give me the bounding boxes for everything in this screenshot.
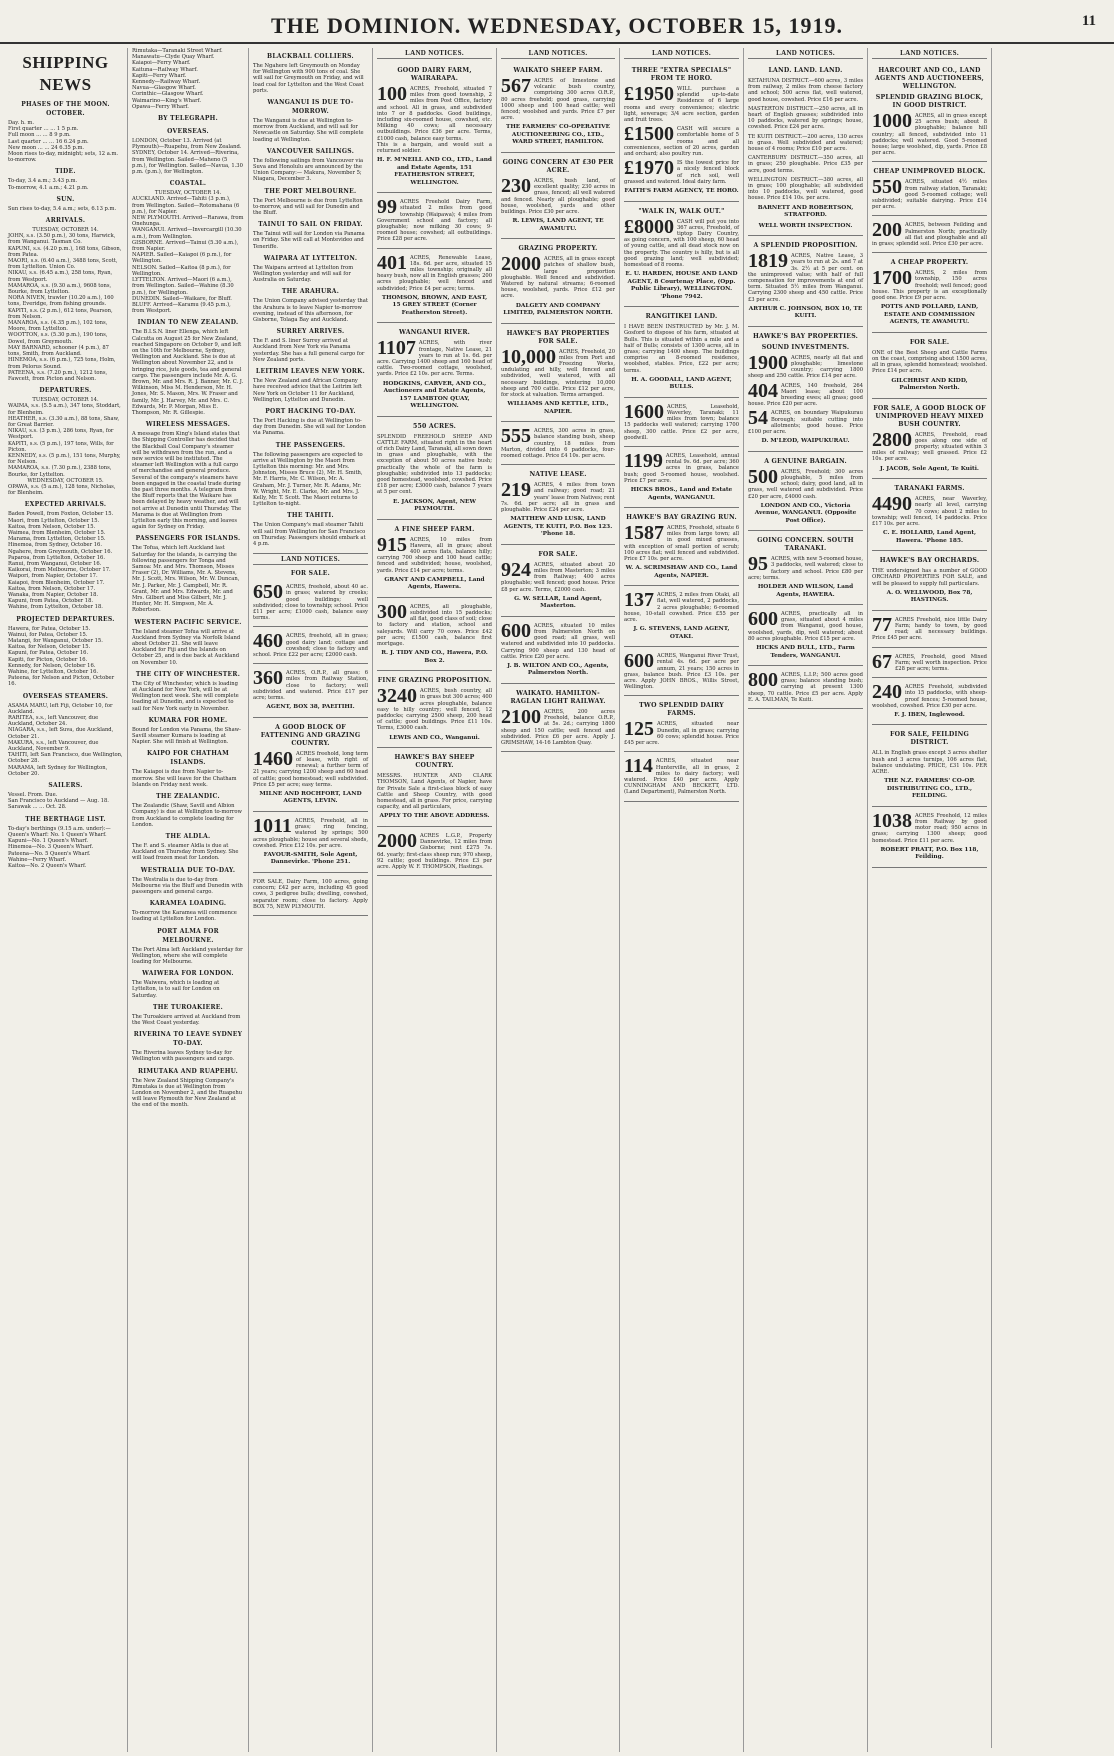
land-ad: FOR SALE, FEILDING DISTRICT. ALL in English grass except 3 acres shelter bush and 3 acres turnips, 106 acres flat, balance undulating. PRICE, £31 10s. PER ACRE. THE N.Z. FARMERS' CO-OP. DISTRIBUTING CO., LTD., FEILDING. [872, 727, 987, 806]
article-text: The Zealandic (Shaw, Savill and Albion Company) is due at Wellington to-morrow from Auckland to complete loading for London. [132, 803, 242, 828]
land-ad: FOR SALE, Dairy Farm, 100 acres, going concern; £42 per acre, including 45 good cows, 3 pedigree bulls; dwelling, cowshed, separator room; close to factory. Apply BOX 75, NEW PLYMOUTH. [253, 875, 368, 916]
land-ad: TWO SPLENDID DAIRY FARMS. 125 ACRES, situated near Dunedin, all in grass; carrying 60 cows; splendid house. Price £45 per acre. [624, 698, 739, 752]
land-ad: GOING CONCERN. SOUTH TARANAKI. 95 ACRES, with new 5-roomed house, 3 paddocks, well watered; close to factory and school. Price £80 per acre; terms. HOLDER AND WILSON, Land Agents, HAWERA. [748, 533, 863, 605]
land-ad: 555 ACRES, 300 acres in grass, balance standing bush, sheep country, 18 miles from Marton, divided into 6 paddocks, four-roomed cottage. Price £4 10s. per acre. [501, 424, 615, 465]
zealandic-heading: THE ZEALANDIC. [156, 793, 220, 801]
land-ad: 240 ACRES Freehold, subdivided into 15 paddocks, with sheep-proof fences; 5-roomed house, woolshed, cowshed. Price £30 per acre. F. J. IBEN, Inglewood. [872, 680, 987, 725]
masthead [0, 0, 1114, 44]
berthage-list: To-day's berthings (9.15 a.m. under):— Queen's Wharf: No. 1 Queen's Wharf. Kapuni—No. 1 Queen's Wharf. Hinemoa—No. 3 Queen's Wharf. Pateena—No. 5 Queen's Wharf. Wahine—Ferry Wharf. Kaitoa—No. 2 Queen's Wharf. [8, 825, 111, 869]
column-shipping-2 [128, 48, 249, 1752]
column-6 [620, 48, 744, 1752]
land-ad: 360 ACRES, O.R.P., all grass; 6 miles from Railway Station, close to factory; well subdivided and watered. Price £17 per acre; terms. AGENT, BOX 38, PAEITIHI. [253, 666, 368, 718]
overseas-tel-heading: OVERSEAS. [167, 128, 209, 136]
tainui-heading: TAINUI TO SAIL ON FRIDAY. [258, 221, 363, 229]
land-ad: FOR SALE. ONE of the Best Sheep and Cattle Farms on the coast, comprising about 1500 acres, all in grass, splendid homestead; woolshed. Price £14 per acre. GILCHRIST AND KIDD, Palmerston North. [872, 335, 987, 399]
land-ad: 300 ACRES, all ploughable, subdivided into 15 paddocks; all flat, good class of soil; close to factory and station, school and saleyards. Will carry 70 cows. Price £42 per acre; £1500 cash, balance first mortgage. R. J. TIDY AND CO., Hawera, P.O. Box 2. [377, 600, 492, 671]
land-ad: A SPLENDID PROPOSITION. 1819 ACRES, Native Lease, 3 years to run at 2s. and 7 at 3s. 2½ at 5 per cent. on the unimproved value; with half of full compensation for improvements at end of term. Situated 5½ miles from Wanganui. Carrying 2300 sheep and 450 cattle. Price £3 per acre. ARTHUR C. JOHNSON, BOX 10, TE KUITI. [748, 238, 863, 327]
karamea-heading: KARAMEA LOADING. [149, 900, 227, 908]
arahura-heading: THE ARAHURA. [281, 288, 340, 296]
article-text: The Tainui will sail for London via Panama on Friday. She will call at Montevideo and Teneriffe. [253, 231, 365, 250]
berths-list: Rimutaka—Taranaki Street Wharf. Manawatu—Clyde Quay Wharf. Kaiapoi—Ferry Wharf. Kaituna—Railway Wharf. Kapiti—Ferry Wharf. Kennedy—Railway Wharf. Navua—Glasgow Wharf. Corinthic—Glasgow Wharf. Waimarino—King's Wharf. Opawa—Ferry Wharf. [132, 48, 223, 110]
article-text: The Union Company's mail steamer Tahiti will sail from Wellington for San Francisco on Thursday. Passengers should embark at 4 p.m. [253, 522, 366, 547]
land-ad: 1199 ACRES, Leasehold, annual rental 9s. 6d. per acre; 360 acres in grass, balance bush; good 5-roomed house, woolshed. Price £7 per acre. HICKS BROS., Land and Estate Agents, WANGANUI. [624, 449, 739, 508]
column-4 [373, 48, 497, 1752]
land-ad: 401 ACRES, Renewable Lease, 18s. 6d. per acre, situated 15 miles township; originally all heavy bush, now all in English grasses; 200 acres ploughable; well fenced and subdivided; Price £4 per acre; terms. THOMSON, BROWN, AND EAST, 15 GREY STREET (Corner Featherston Street). [377, 251, 492, 324]
coastal-list: TUESDAY, OCTOBER 14. AUCKLAND. Arrived—Tahiti (3 p.m.), from Wellington. Sailed—Rotomahana (6 p.m.), for Napier. NEW PLYMOUTH. Arrived—Rarawa, from Onehunga. WANGANUI. Arrived—Invercargill (10.30 a.m.), from Wellington. GISBORNE. Arrived—Tainui (5.30 a.m.), from Napier. NAPIER. Sailed—Kaiapoi (6 p.m.), for Wellington. NELSON. Sailed—Kaitoa (8 p.m.), for Wellington. LYTTELTON. Arrived—Maori (6 a.m.), from Wellington. Sailed—Wahine (8.30 p.m.), for Wellington. DUNEDIN. Sailed—Waikare, for Bluff. BLUFF. Arrived—Karamu (9.45 p.m.), from Westport. [132, 190, 244, 315]
column-8-inner [872, 48, 992, 1748]
arrivals-heading: ARRIVALS. [45, 217, 86, 225]
land-notices-heading: LAND NOTICES. [501, 48, 615, 59]
land-ad: HAWKE'S BAY SHEEP COUNTRY. MESSRS. HUNTER AND CLARK THOMSON, Land Agents, of Napier, have for Private Sale a first-class block of easy Cattle and Sheep Country, with good homestead, all in grass. For price, carrying capacity, and all particulars, APPLY TO THE ABOVE ADDRESS. [377, 750, 492, 827]
article-text: The B.I.S.N. liner Ellenga, which left Calcutta on August 25 for New Zealand, reached Singapore on October 9, and left on the 10th for Melbourne, Sydney, Wellington and Auckland. She is due at Wellington about November 22, and is bringing rice, jute goods, tea and general cargo. The passengers include Mr. A. G. Brown, Mr. and Mrs. R. J. Banner, Mr. C. J. Wilkinson, Miss M. Henderson, Mr. H. Jones, Mr. S. Mason, Mrs. W. Fraser and family, Mr. J. Harvey, Mr. and Mrs. C. Edwards, Mr. P. Morgan, Miss E. Thompson, Mr. R. Gillespie. [132, 329, 244, 416]
vancouver-heading: VANCOUVER SAILINGS. [266, 147, 355, 155]
land-ad: GRAZING PROPERTY. 2000 ACRES, all in grass except patches of shallow bush, large proportion ploughable. Well fenced and subdivided. Watered by natural streams; 6-roomed house, woolshed, yards. Price £12 per acre. DALGETY AND COMPANY LIMITED, PALMERSTON NORTH. [501, 241, 615, 323]
overseas-heading: OVERSEAS STEAMERS. [22, 692, 109, 700]
waipara-heading: WAIPARA AT LYTTELTON. [263, 254, 358, 262]
sun-heading: SUN. [56, 195, 75, 203]
article-text: The New Zealand Shipping Company's Rimutaka is due at Wellington from London on November 2, and the Ruapehu will leave Plymouth for New Zealand at the end of the month. [132, 1077, 243, 1109]
overseas-list: ASAMA MARU, left Fiji, October 10, for Auckland. RARITEA, s.s., left Vancouver, due Auckland, October 24. NIAGARA, s.s., left Suva, due Auckland, October 21. MAKURA, s.s., left Vancouver, due Auckland, November 9. TAHITI, left San Francisco, due Wellington, October 28. MARAMA, left Sydney for Wellington, October 20. [8, 702, 123, 777]
article-text: The Riverina leaves Sydney to-day for Wellington with passengers and cargo. [132, 1050, 235, 1063]
land-ad: 600 ACRES, practically all in grass, situated about 4 miles from Wanganui, good house, woolshed, yards, dip, well watered; about 80 acres ploughable. Price £15 per acre. HICKS AND BULL, LTD., Farm Tenders, WANGANUI. [748, 607, 863, 666]
hacking-heading: PORT HACKING TO-DAY. [265, 407, 356, 415]
surrey-heading: SURREY ARRIVES. [276, 328, 345, 336]
article-text: The City of Winchester, which is loading at Auckland for New York, will be at Wellington next week. She will complete loading at Dunedin, and is expected to sail for New York early in November. [132, 680, 239, 712]
land-ad: 1011 ACRES, Freehold, all in grass; ring fencing, watered by springs; 500 acres ploughable; house and several sheds, cowshed. Price £12 10s. per acre. FAVOUR-SMITH, Sole Agent, Dannevirke. 'Phone 251. [253, 814, 368, 873]
land-ad: TARANAKI FARMS. 4490 ACRES, near Waverley, nearly all level, carrying 70 cows; about 2 miles to township; well fenced, 14 paddocks. Price £17 10s. per acre. C. E. HOLLARD, Land Agent, Hawera. 'Phone 185. [872, 481, 987, 551]
land-ad: A GENUINE BARGAIN. 500 ACRES, Freehold; 300 acres ploughable, 5 miles from school; dairy, good land, all in grass, well watered and subdivided. Price £20 per acre, £4000 cash. LONDON AND CO., Victoria Avenue, WANGANUI. (Opposite Post Office). [748, 454, 863, 532]
article-text: To-morrow the Karamea will commence loading at Lyttelton for London. [132, 910, 237, 923]
land-notices-heading: LAND NOTICES. [253, 553, 368, 565]
article-text: The following sailings from Vancouver via Suva and Honolulu are announced by the Union Company:— Makura, November 5; Niagara, December 3. [253, 157, 364, 183]
land-ad: HARCOURT AND CO., LAND AGENTS AND AUCTIONEERS, WELLINGTON. SPLENDID GRAZING BLOCK, IN GOOD DISTRICT. 1000 ACRES, all in grass except 25 acres bush; about 8 ploughable; balance hill country; all fenced, subdivided into 11 paddocks; well watered. Good 5-roomed house; large woolshed, dip, yards. Price £8 per acre. [872, 63, 987, 162]
article-text: The Port Alma left Auckland yesterday for Wellington, where she will complete loading for Melbourne. [132, 946, 243, 965]
moon-list: Day. h. m. First quarter ... ... 1 5 p.m. Full moon ... ... 8 9 p.m. Last quarter ... ... 16 6.24 p.m. New moon ... ... 24 6.35 p.m. Moon rises to-day, midnight; sets, 12 a.m. to-morrow. [8, 120, 119, 164]
land-ad: 77 ACRES Freehold, nice little Dairy Farm; handy to town, by good road; all necessary buildings. Price £45 per acre. [872, 613, 987, 648]
land-notices-heading: LAND NOTICES. [377, 48, 492, 59]
waiwera-heading: WAIWERA FOR LONDON. [142, 970, 234, 978]
land-ad: GOING CONCERN AT £30 PER ACRE. 230 ACRES, bush land, of excellent quality; 230 acres in grass, fenced; all well watered and fenced. Nearly all ploughable; good house, woolshed, yards and other buildings. Price £30 per acre. R. LEWIS, LAND AGENT, TE AWAMUTU. [501, 155, 615, 239]
article-text: The F. and S. steamer Aldla is due at Auckland on Thursday from Sydney. She will load frozen meat for London. [132, 842, 239, 862]
city-heading: THE CITY OF WINCHESTER. [135, 670, 241, 678]
sailers-line: Sarawak ... ... Oct. 28. [8, 804, 67, 811]
land-ad: FINE GRAZING PROPOSITION. 3240 ACRES, bush country, all in grass but 300 acres; 400 acres ploughable, balance easy to hilly country; well fenced, 12 paddocks; carrying 2500 sheep, 200 head of cattle; good buildings. Price £11 10s. Terms, £3000 cash. LEWIS AND CO., Wanganui. [377, 673, 492, 748]
projected-heading: PROJECTED DEPARTURES. [16, 615, 115, 623]
wanganui-heading: WANGANUI IS DUE TO-MORROW. [267, 99, 354, 116]
expected-heading: EXPECTED ARRIVALS. [24, 501, 107, 509]
rimutaka-heading: RIMUTAKA AND RUAPEHU. [137, 1067, 239, 1075]
tide-heading: TIDE. [55, 168, 76, 176]
departures-heading: DEPARTURES. [39, 387, 92, 395]
land-ad: 1600 ACRES, Leasehold, Waverley, Taranaki; 11 miles from town; balance 15 paddocks well watered; carrying 1700 sheep, 300 cattle. Price £2 per acre, goodwill. [624, 400, 739, 447]
land-ad: FOR SALE. 924 ACRES, situated about 20 miles from Masterton; 3 miles from Railway; 400 acres ploughable; well fenced; good house. Price £8 per acre. Terms, £2000 cash. G. W. SELLAR, Land Agent, Masterton. [501, 547, 615, 617]
blackball-heading: BLACKBALL COLLIERS. [267, 53, 354, 60]
article-text: The Turoakiere arrived at Auckland from the West Coast yesterday. [132, 1013, 241, 1026]
port-heading: PORT ALMA FOR MELBOURNE. [157, 927, 219, 944]
article-text: The following passengers are expected to arrive at Wellington by the Maori from Lyttelton this morning: Mr. and Mrs. Johnston, Misses Bruce (2), Mr. H. Smith, Mr. F. Harris, Mr. C. Wilson, Mr. A. Graham, Mr. J. Turner, Mr. R. Adams, Mr. W. Wright, Mr. E. Clarke, Mr. and Mrs. J. Kelly, Mr. T. Scott. The Maori returns to Lyttelton to-night. [253, 451, 363, 508]
article-text: The Waipara arrived at Lyttelton from Wellington yesterday and will sail for Australia on Saturday. [253, 264, 354, 284]
kumara-heading: KUMARA FOR HOME. [148, 716, 228, 724]
land-ad: 114 ACRES, situated near Hunterville, all in grass, 2 miles to dairy factory; well watered. Price £40 per acre. Apply CUNNINGHAM AND BECKETT, LTD. (Land Department), Palmerston North. [624, 754, 739, 801]
land-ad: 67 ACRES, Freehold, good Mixed Farm; well worth inspection. Price £28 per acre; terms. [872, 650, 987, 679]
land-ad: WAIKATO. HAMILTON-RAGLAN LIGHT RAILWAY. 2100 ACRES, 200 acres Freehold, balance O.R.P., at 5s. 2d.; carrying 1800 sheep and 150 cattle; well fenced and subdivided. Price £6 per acre. Apply J. GRIMSHAW, 14-16 Lambton Quay. [501, 686, 615, 752]
land-ad: A CHEAP PROPERTY. 1700 ACRES, 2 miles from township, 150 acres freehold; well fenced; good house. This property is an exceptionally good one. Price £9 per acre. POTTS AND POLLARD, LAND, ESTATE AND COMMISSION AGENTS, TE AWAMUTU. [872, 255, 987, 333]
article-text: The New Zealand and African Company have received advice that the Leitrim left New York on October 11 for Auckland, Wellington, Lyttelton and Dunedin. [253, 378, 362, 403]
article-text: A message from King's Island states that the Shipping Controller has decided that the Blackball Coal Company's steamer will be withdrawn from the run, and a new service will be instituted. The steamer left Wellington with a full cargo of merchandise and general produce. Several of the company's steamers have been engaged in the coastal trade during the past three months. A telegram from the Bluff reports that the Waikare has been delayed by heavy weather, and will not arrive at Dunedin until Thursday. The Marama is due at Wellington from Lyttelton early this morning, and leaves again for Sydney on Friday. [132, 431, 242, 531]
article-text: LONDON, October 13. Arrived (at Plymouth)—Ruapehu, from New Zealand. [132, 138, 242, 151]
land-ad: 1038 ACRES Freehold, 12 miles from Railway by good motor road; 950 acres in grass; carrying 1300 sheep; good homestead. Price £11 per acre. ROBERT PRATT, P.O. Box 118, Feilding. [872, 809, 987, 868]
india-heading: INDIAN TO NEW ZEALAND. [137, 319, 239, 327]
land-ad: RANGITIKEI LAND. I HAVE BEEN INSTRUCTED by Mr. J. M. Gosford to dispose of his farm, situated at Bulls. This is situated within a mile and a half of Bulls; consists of 1300 acres, all in grass; carrying 1400 sheep. The buildings comprise an 8-roomed residence, woolshed, stables. Price, £22 per acre; terms. H. A. GOODALL, LAND AGENT, BULLS. [624, 309, 739, 398]
land-ad: 800 ACRES, L.I.P.; 500 acres good grass; balance standing bush; carrying at present 1300 sheep, 70 cattle. Price £5 per acre. Apply E. A. TAILMAN, Te Kuiti. [748, 668, 863, 709]
land-ad: A GOOD BLOCK OF FATTENING AND GRAZING COUNTRY. 1460 ACRES freehold, long term of lease, with right of renewal; a further term of 21 years; carrying 1200 sheep and 60 head of cattle; good homestead; well subdivided. Price £5 per acre; easy terms. MILNE AND ROCHFORT, LAND AGENTS, LEVIN. [253, 720, 368, 812]
land-ad: LAND. LAND. LAND. KETAHUNA DISTRICT.—600 acres, 3 miles from railway, 2 miles from cheese factory and school; 500 acres flat, well watered, good house, cowshed. Price £16 per acre. MASTERTON DISTRICT.—250 acres, all in heart of English grasses; subdivided into 10 paddocks, watered by springs; house, cowshed. Price £24 per acre. TE KUITI DISTRICT.—200 acres, 130 acres in grass. Well subdivided and watered; house of 4 rooms; Price £10 per acre. CANTERBURY DISTRICT.—350 acres, all in grass; 250 ploughable. Price £35 per acre, good terms. WELLINGTON DISTRICT.—380 acres, all in grass; 100 ploughable; all subdivided into 10 paddocks, well watered, good house. Price £14 10s. per acre. BARNETT AND ROBERTSON, STRATFORD. WELL WORTH INSPECTION. [748, 63, 863, 236]
tide-line: To-morrow, 4.1 a.m.; 4.21 p.m. [8, 184, 89, 191]
tahiti-heading: THE TAHITI. [287, 512, 334, 520]
masthead-title: THE DOMINION. WEDNESDAY, OCTOBER 15, 1919. [271, 13, 843, 38]
arrivals-list: TUESDAY, OCTOBER 14. JOHN, s.s. (3.50 p.m.), 30 tons, Harwick, from Wanganui. Tasman Co. KAPUNI, s.s. (4.20 p.m.), 168 tons, Gibson, from Patea. MAORI, s.s. (6.40 a.m.), 3488 tons, Scott, from Lyttelton. Union Co. NIKAU, s.s. (6.45 a.m.), 258 tons, Ryan, from Westport. MAMAROA, s.s. (9.30 a.m.), 9608 tons, Bourke, from Lyttelton. NORA NIVEN, trawler (10.20 a.m.), 160 tons, Everidge, from fishing grounds. KAPITI, s.s. (2 p.m.), 612 tons, Pearson, from Nelson. MANAROA, s.s. (4.35 p.m.), 102 tons, Moore, from Lyttelton. WOOTTON, s.s. (5.30 p.m.), 190 tons, Dowel, from Greymouth. MAY BARNARD, schooner (4 p.m.), 87 tons, Smith, from Auckland. HINEMOA, s.s. (6 p.m.), 725 tons, Holm, from Pelorus Sound. PATEENA, s.s. (7.20 p.m.), 1212 tons, Fawcett, from Picton and Nelson. [8, 227, 122, 382]
article-text: The Port Hacking is due at Wellington to-day from Dunedin. She will sail for London via Panama. [253, 417, 366, 437]
column-3 [249, 48, 373, 1752]
land-ad: HAWKE'S BAY GRAZING RUN. 1587 ACRES, Freehold, situate 6 miles from large town; all in good mixed grasses, with exception of small portion of scrub; 100 acres flat; well fenced and subdivided. Price £7 10s. per acre. W. A. SCRIMSHAW AND CO., Land Agents, NAPIER. [624, 510, 739, 586]
tide-line: To-day, 3.4 a.m.; 3.43 p.m. [8, 178, 78, 185]
article-text: The Port Melbourne is due from Lyttelton to-morrow, and will sail for Dunedin and the Bluff. [253, 197, 363, 217]
article-text: Bound for London via Panama, the Shaw-Savill steamer Kumara is loading at Napier. She will finish at Wellington. [132, 726, 241, 746]
land-ad: GOOD DAIRY FARM, WAIRARAPA. 100 ACRES, Freehold, situated 7 miles from good township, 2 miles from Post Office, factory and school. All in grass, and subdivided into 7 or 8 paddocks. Good buildings, including six-roomed house, cowshed, etc. Milking 40 cows; all necessary outbuildings. Price £36 per acre. Terms, £1000 cash, balance easy terms. This is a bargain, and would suit a returned soldier. H. F. M'NEILL AND CO., LTD., Land and Estate Agents, 151 FEATHERSTON STREET, WELLINGTON. [377, 63, 492, 193]
moon-heading: PHASES OF THE MOON. OCTOBER. [21, 101, 110, 117]
sailers-heading: SAILERS. [48, 782, 83, 790]
article-text: The Westralia is due to-day from Melbourne via the Bluff and Dunedin with passengers and general cargo. [132, 876, 243, 895]
article-text: The Union Company advised yesterday that the Arahura is to leave Napier to-morrow evening, instead of this afternoon, for Gisborne, Tolaga Bay and Auckland. [253, 298, 368, 324]
land-ad: WAIKATO SHEEP FARM. 567 ACRES of limestone and volcanic bush country, comprising 300 acres O.R.P., 80 acres freehold; good grass, carrying 1000 sheep and 100 head cattle; well fenced; woolshed and yards. Price £7 per acre. THE FARMERS' CO-OPERATIVE AUCTIONEERING CO., LTD., WARD STREET, HAMILTON. [501, 63, 615, 153]
land-ad: 650 ACRES, freehold, about 40 ac. in grass; watered by creeks; good buildings; well subdivided; close to township; school. Price £11 per acre; £1000 cash, balance easy terms. [253, 580, 368, 627]
for-sale-heading: FOR SALE. [290, 570, 331, 578]
aldla-heading: THE ALDLA. [165, 832, 211, 840]
pass-heading: PASSENGERS FOR ISLANDS. [135, 535, 241, 543]
article-text: The Ngahere left Greymouth on Monday for Wellington with 900 tons of coal. She will sail for Greymouth on Friday, and will load coal for Lyttelton and the West Coast ports. [253, 63, 364, 94]
article-text: The Kaiapoi is due from Napier to-morrow. She will leave for the Chatham Islands on Friday next week. [132, 769, 237, 788]
land-ad: HAWKE'S BAY PROPERTIES. SOUND INVESTMENTS. 1900 ACRES, nearly all flat and ploughable; limestone country; carrying 1800 sheep and 250 cattle. Price £14 per acre. 404 ACRES, 140 freehold, 264 Maori lease; about 100 breeding ewes; all grass; good house. Price £20 per acre. 54 ACRES, on boundary Waipukurau Borough; suitable cutting into allotments; good house. Price £100 per acre. D. M'LEOD, WAIPUKURAU. [748, 329, 863, 452]
berthage-heading: THE BERTHAGE LIST. [25, 815, 106, 823]
land-ad: 600 ACRES, Wanganui River Trust, rental 4s. 6d. per acre per annum, 21 years; 150 acres in grass, balance bush. Price £3 10s. per acre. Apply JOHN BROS., Willis Street, Wellington. [624, 649, 739, 696]
column-5 [497, 48, 620, 1752]
land-ad: "WALK IN, WALK OUT." £8000 CASH will put you into 367 acres, Freehold, of tiptop Dairy Country, as going concern, with 100 sheep, 60 head of young cattle, and all dead stock now on the property. The country is hilly, but is all good grazing land; well subdivided; homestead of 8 rooms. E. U. HARDEN, HOUSE AND LAND AGENT, 8 Courtenay Place, (Opp. Public Library), WELLINGTON. 'Phone 7942. [624, 204, 739, 308]
column-shipping-news [4, 48, 128, 1752]
sailers-line: Vessel. From. Due. [8, 792, 58, 799]
expected-list: Baden Powell, from Foxton, October 15. Maori, from Lyttelton, October 15. Kaitoa, from Nelson, October 15. Waimea, from Blenheim, October 15. Marama, from Lyttelton, October 15. Hinemoa, from Sydney, October 16. Ngahere, from Greymouth, October 16. Paparoa, from Lyttelton, October 16. Ranui, from Wanganui, October 16. Kaikorai, from Melbourne, October 17. Waipori, from Napier, October 17. Kaiapoi, from Blenheim, October 17. Kaitoa, from Nelson, October 17. Wanaka, from Napier, October 18. Kapuni, from Patea, October 18. Wahine, from Lyttelton, October 18. [8, 511, 114, 611]
westralia-heading: WESTRALIA DUE TO-DAY. [140, 866, 236, 874]
land-ad: 200 ACRES, between Feilding and Palmerston North; practically all flat and ploughable and all in grass; splendid soil. Price £30 per acre. [872, 218, 987, 253]
land-ad: 99 ACRES Freehold Dairy Farm, situated 2 miles from good township (Waipawa); 4 miles from Government school and factory; all ploughable; now milking 30 cows; 9-roomed house; cowshed; all outbuildings. Price £28 per acre. [377, 195, 492, 248]
page-number: 11 [1081, 13, 1096, 29]
land-ad: 550 ACRES. SPLENDID FREEHOLD SHEEP AND CATTLE FARM, situated right in the heart of rich Dairy Land, Taranaki, all sown down in grass and ploughable, with the exception of about 50 acres native bush; practically the whole of the farm is ploughable; subdivided into 13 paddocks; good homestead, woolshed, cowshed. Price £18 per acre; £3000 cash, balance 7 years at 5 per cent. E. JACKSON, Agent, NEW PLYMOUTH. [377, 419, 492, 520]
riverina-heading: RIVERINA TO LEAVE SYDNEY TO-DAY. [133, 1031, 243, 1048]
departures-list: TUESDAY, OCTOBER 14. WAIMA, s.s. (5.5 a.m.), 347 tons, Stoddart, for Blenheim. HEATHER, s.s. (3.30 a.m.), 88 tons, Shaw, for Great Barrier. NIKAU, s.s. (3 p.m.), 286 tons, Ryan, for Westport. KAPITI, s.s. (5 p.m.), 197 tons, Wills, for Picton. KENNEDY, s.s. (5 p.m.), 151 tons, Murphy, for Nelson. MAMAROA, s.s. (7.30 p.m.), 2388 tons, Bourke, for Lyttelton. WEDNESDAY, OCTOBER 15. OPAWA, s.s. (5 a.m.), 128 tons, Nicholas, for Blenheim. [8, 397, 121, 497]
land-notices-heading: LAND NOTICES. [748, 48, 863, 59]
land-notices-heading: LAND NOTICES. [872, 48, 987, 59]
article-text: The Island steamer Tofua will arrive at Auckland from Sydney via Norfolk Island about October 21. She will leave Auckland for Fiji and the Islands on October 25, and is due back at Auckland on November 10. [132, 628, 241, 666]
shipping-news-title: SHIPPING NEWS [22, 53, 109, 94]
land-notices-heading: LAND NOTICES. [624, 48, 739, 59]
telegraph-heading: BY TELEGRAPH. [157, 115, 219, 123]
cable-heading: WIRELESS MESSAGES. [145, 421, 231, 429]
article-text: SYDNEY, October 14. Arrived—Riverina, from Wellington. Sailed—Maheno (5 p.m.), for Wellington. Sailed—Navua, 1.30 p.m. (p.m.), for Wellington. [132, 150, 243, 176]
land-ad: 600 ACRES, situated 10 miles from Palmerston North on good road; all grass, well watered and subdivided into 10 paddocks. Carrying 900 sheep and 130 head of cattle. Price £20 per acre. J. B. WILTON AND CO., Agents, Palmerston North. [501, 619, 615, 684]
land-ad: WANGANUI RIVER. 1107 ACRES, with river frontage, Native Lease, 21 years to run at 1s. 6d. per acre. Carrying 1400 sheep and 160 head of cattle. Two-roomed cottage, woolshed, yards. Price £2 10s. per acre. Terms. HODGKINS, CARVER, AND CO., Auctioneers and Estate Agents, 157 LAMBTON QUAY, WELLINGTON. [377, 325, 492, 416]
column-8 [868, 48, 1110, 1752]
article-text: The Tofua, which left Auckland last Saturday for the islands, is carrying the following passengers for Tonga and Samoa: Mr. and Mrs. Thomson, Misses Fraser (2), Dr. Williams, Mr. A. Stevens, Mr. J. Scott, Mrs. Wilson, Mr. W. Duncan, Mr. J. Parker, Mr. J. Campbell, Mr. R. Grant, Mr. and Mrs. Edwards, Mr. and Mrs. Gilbert and Miss Gilbert, Mr. J. Hunter, Mr. H. Simpson, Mr. A. Robertson. [132, 545, 240, 614]
article-text: The Waiwera, which is loading at Lyttelton, is to sail for London on Saturday. [132, 980, 220, 999]
land-ad: 2000 ACRES L.G.P., Property Dannevirke, 12 miles from Gisborne; rent £275 7s. 6d. yearly; first-class sheep run; 970 sheep, 92 cattle; good buildings. Price £3 per acre. Apply W. F. THOMPSON, Hastings. [377, 829, 492, 876]
land-ad: CHEAP UNIMPROVED BLOCK. 550 ACRES, situated 4½ miles from railway station, Taranaki; good 5-roomed cottage; well subdivided; suitable dairying. Price £14 per acre. [872, 164, 987, 216]
article-text: The Wanganui is due at Wellington to-morrow from Auckland, and will sail for Newcastle on Saturday. She will complete loading at Wellington. [253, 118, 364, 143]
sailers-line: San Francisco to Auckland — Aug. 18. [8, 798, 109, 805]
land-ad: A FINE SHEEP FARM. 915 ACRES, 10 miles from Hawera, all in grass; about 400 acres flats, balance hilly; carrying 700 sheep and 100 head cattle; fenced and subdivided; house, woolshed, yards. Price £14 per acre; terms. GRANT AND CAMPBELL, Land Agents, Hawera. [377, 522, 492, 598]
sun-line: Sun rises to-day, 5.4 a.m.; sets, 6.13 p.m. [8, 205, 117, 212]
land-ad: HAWKE'S BAY PROPERTIES FOR SALE. 10,000 ACRES, Freehold, 20 miles from Port and Freezing Works, undulating and hilly, well fenced and subdivided, well watered, with all necessary buildings, wintering 10,000 sheep and 700 cattle. Price £12 per acre, for stock at valuation. Terms arranged. WILLIAMS AND KETTLE, LTD., NAPIER. [501, 326, 615, 423]
land-ad: 137 ACRES, 2 miles from Otaki, all flat, well watered, 2 paddocks, 2 acres ploughable; 6-roomed house, 10-stall cowshed. Price £55 per acre. J. G. STEVENS, LAND AGENT, OTAKI. [624, 588, 739, 647]
coastal-heading: COASTAL. [169, 180, 207, 188]
pacific-heading: WESTERN PACIFIC SERVICE. [134, 618, 242, 626]
passengers-heading: THE PASSENGERS. [275, 441, 346, 449]
land-ad: THREE "EXTRA SPECIALS" FROM TE HORO. £1950 WILL purchase a splendid up-to-date Residence of 6 large rooms and every convenience; electric light, sewerage; 3/4 acre section, garden and fruit trees. £1500 CASH will secure a comfortable home of 5 rooms and all conveniences, section of 20 acres, garden and orchard; also poultry run. £1970 IS the lowest price for a nicely fenced block of rich soil, well grassed and watered. Ideal dairy farm. FAITH'S FARM AGENCY, TE HORO. [624, 63, 739, 202]
land-ad: NATIVE LEASE. 219 ACRES, 4 miles from town and railway; good road; 21 years' lease from Natives; rent 7s. 6d. per acre; all in grass and ploughable. Price £24 per acre. MATTHEW AND LUSK, LAND AGENTS, TE KUITI, P.O. Box 123. 'Phone 18. [501, 467, 615, 545]
article-text: The F. and S. liner Surrey arrived at Auckland from New York via Panama yesterday. She has a full general cargo for New Zealand ports. [253, 338, 365, 363]
turoakiere-heading: THE TUROAKIERE. [152, 1003, 224, 1011]
land-ad: FOR SALE, A GOOD BLOCK OF UNIMPROVED HEAVY MIXED BUSH COUNTRY. 2800 ACRES, Freehold, road goes along one side of property; situated within 3 miles of railway; well grassed. Price £2 10s. per acre. J. JACOB, Sole Agent, Te Kuiti. [872, 401, 987, 480]
kaiapoi-heading: KAIPO FOR CHATHAM ISLANDS. [146, 750, 230, 767]
column-7 [744, 48, 868, 1752]
melbourne-heading: THE PORT MELBOURNE. [264, 187, 357, 195]
leitrim-heading: LEITRIM LEAVES NEW YORK. [255, 368, 366, 376]
projected-list: Hawera, for Patea, October 15. Wainui, for Patea, October 15. Matangi, for Wanganui, October 15. Kaitoa, for Nelson, October 15. Kapuni, for Patea, October 16. Kapiti, for Picton, October 16. Kennedy, for Nelson, October 16. Wahine, for Lyttelton, October 16. Pateena, for Nelson and Picton, October 16. [8, 625, 115, 688]
land-ad: HAWKE'S BAY ORCHARDS. THE undersigned has a number of GOOD ORCHARD PROPERTIES FOR SALE, and will be pleased to supply full particulars. A. O. WELLWOOD, Box 78, HASTINGS. [872, 553, 987, 611]
land-ad: 460 ACRES, freehold, all in grass; good dairy land; cottage and cowshed; close to factory and school. Price £22 per acre; £2000 cash. [253, 629, 368, 664]
